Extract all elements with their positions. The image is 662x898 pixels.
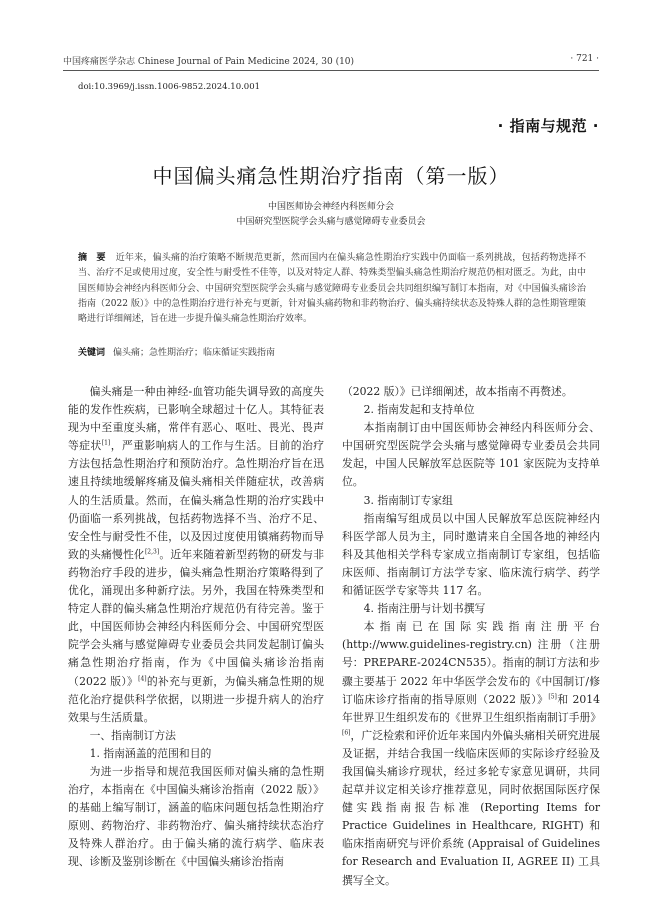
section-heading: 一、指南制订方法: [89, 728, 176, 742]
keywords: [78, 345, 586, 358]
subsection-heading: 4. 指南注册与计划书撰写: [363, 602, 486, 616]
abstract: [78, 251, 586, 327]
article-title: 中国偏头痛急性期治疗指南（第一版）: [152, 164, 510, 188]
paragraph: 为进一步指导和规范我国医师对偏头痛的急性期治疗，本指南在《中国偏头痛诊治指南（2022 版）》的基础上编写制订，涵盖的临床问题包括急性期治疗原则、药物治疗、非药物治疗、偏头痛持续状态治疗及特殊人群治疗。由于偏头痛的流行病学、临床表现、诊断及鉴别诊断在《中国偏头痛诊治指南: [68, 764, 324, 869]
keywords-text: 偏头痛；急性期治疗；临床循证实践指南: [113, 348, 276, 358]
paragraph: 偏头痛是一种由神经-血管功能失调导致的高度失能的发作性疾病，已影响全球超过十亿人。其特征表现为中至重度头痛，常伴有恶心、呕吐、畏光、畏声等症状[1]，严重影响病人的工作与生活。目前的治疗方法包括急性期治疗和预防治疗。急性期治疗旨在迅速且持续地缓解疼痛及偏头痛相关伴随症状，改善病人的生活质量。然而，在偏头痛急性期的治疗实践中仍面临一系列挑战，包括药物选择不当、治疗不足、安全性与耐受性不佳，以及因过度使用镇痛药物而导致的头痛慢性化[2,3]。近年来随着新型药物的研发与非药物治疗手段的进步，偏头痛急性期治疗策略得到了优化，涌现出多种新疗法。另外，我国在特殊类型和特定人群的偏头痛急性期治疗规范仍有待完善。鉴于此，中国医师协会神经内科医师分会、中国研究型医院学会头痛与感觉障碍专业委员会共同发起制订偏头痛急性期治疗指南，作为《中国偏头痛诊治指南（2022 版）》[4]的补充与更新，为偏头痛急性期的规范化治疗提供科学依据，以期进一步提升病人的治疗效果与生活质量。: [68, 385, 325, 724]
citation: [5]: [548, 693, 557, 700]
keywords-label: 关键词: [78, 348, 106, 358]
citation: [6]: [342, 729, 351, 737]
journal-header: 中国疼痛医学杂志 Chinese Journal of Pain Medicine 2024, 30 (10): [63, 57, 355, 67]
body-column-left: [68, 383, 324, 872]
doi: doi:10.3969/j.issn.1006-9852.2024.10.001: [78, 82, 261, 92]
page-number: · 721 ·: [570, 54, 599, 64]
citation: [4]: [138, 674, 147, 682]
citation: [1]: [101, 439, 111, 447]
header-rule: [63, 70, 599, 71]
paragraph: 本指南制订由中国医师协会神经内科医师分会、中国研究型医院学会头痛与感觉障碍专业委员会共同发起，中国人民解放军总医院等 101 家医院为支持单位。: [342, 421, 600, 489]
paragraph: （2022 版）》已详细阐述，故本指南不再赘述。: [342, 385, 573, 398]
citation: [2,3]: [144, 548, 160, 556]
subsection-heading: 2. 指南发起和支持单位: [363, 403, 475, 417]
section-tag: · 指南与规范 ·: [497, 117, 599, 135]
subsection-heading: 3. 指南制订专家组: [363, 493, 453, 507]
abstract-label: 摘 要: [78, 253, 106, 263]
paragraph: 指南编写组成员以中国人民解放军总医院神经内科医学部人员为主，同时邀请来自全国各地的神经内科及其他相关学科专家成立指南制订专家组，包括临床医师、指南制订方法学专家、临床流行病学、药学和循证医学专家等共 117 名。: [342, 511, 600, 598]
affiliation: 中国研究型医院学会头痛与感觉障碍专业委员会: [236, 217, 426, 227]
affiliation: 中国医师协会神经内科医师分会: [267, 202, 394, 212]
paragraph: 本指南已在国际实践指南注册平台 (http://www.guidelines-registry.cn) 注册（注册号：PREPARE-2024CN535）。指南的制订方法和步骤主要基于 2022 年中华医学会发布的《中国制订/修订临床诊疗指南的指导原则（2022 版）》[5]和 2014 年世界卫生组织发布的《世界卫生组织指南制订手册》[6]，广泛检索和评价近年来国内外偏头痛相关研究进展及证据，并结合我国一线临床医师的实际诊疗经验及我国偏头痛诊疗现状，经过多轮专家意见调研，共同起草并议定相关诊疗推荐意见，同时依据国际医疗保健实践指南报告标准 (Reporting Items for Practice Guidelines in Healthcare, RIGHT) 和临床指南研究与评价系统 (Appraisal of Guidelines for Research and Evaluation II, AGREE II) 工具撰写全文。: [342, 620, 602, 887]
subsection-heading: 1. 指南涵盖的范围和目的: [89, 746, 212, 760]
body-column-right: [342, 383, 600, 890]
abstract-text: 近年来，偏头痛的治疗策略不断规范更新，然而国内在偏头痛急性期治疗实践中仍面临一系列挑战，包括药物选择不当、治疗不足或使用过度，安全性与耐受性不佳等，以及对特定人群、特殊类型偏头痛急性期治疗规范仍相对匮乏。为此，由中国医师协会神经内科医师分会、中国研究型医院学会头痛与感觉障碍专业委员会共同组织编写制订本指南，对《中国偏头痛诊治指南（2022 版）》中的急性期治疗进行补充与更新，针对偏头痛药物和非药物治疗、偏头痛持续状态及特殊人群的急性期管理策略进行详细阐述，旨在进一步提升偏头痛急性期治疗效率。: [78, 253, 586, 325]
